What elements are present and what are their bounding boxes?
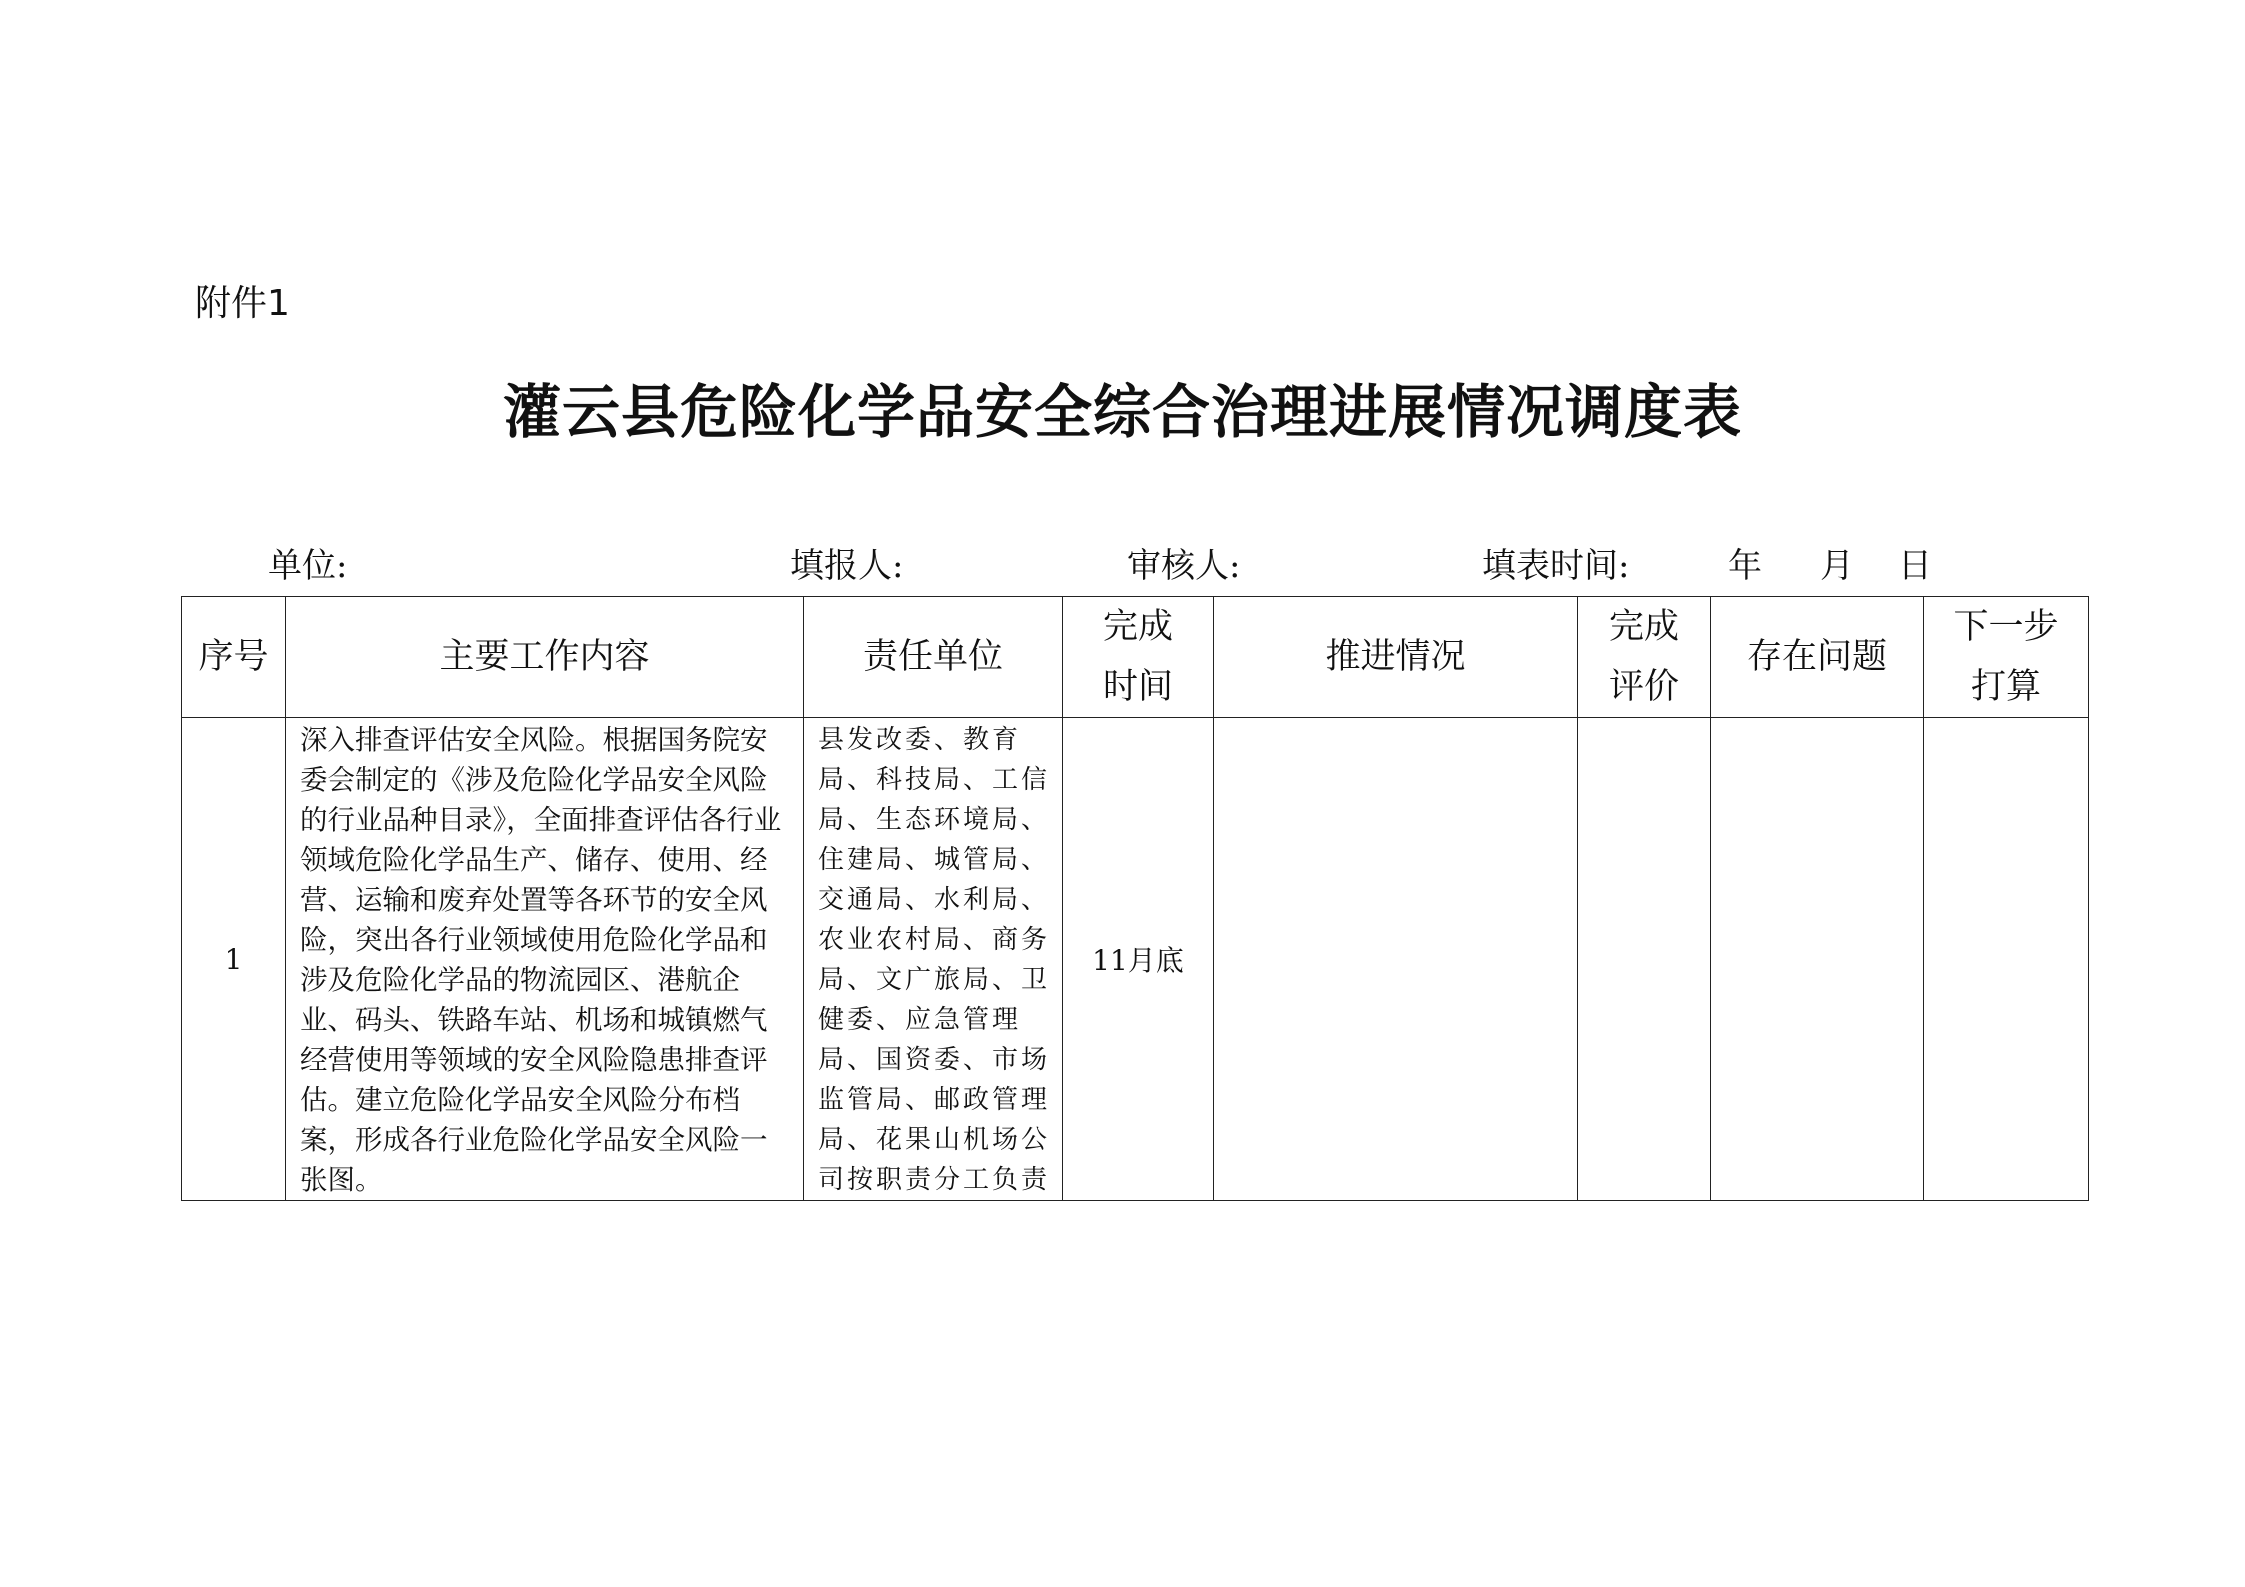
header-deadline-line2: 时间 — [1102, 667, 1173, 707]
header-deadline-line1: 完成 — [1102, 607, 1173, 647]
year-label: 年 — [1728, 546, 1762, 586]
row-responsible: 县发改委、教育局、科技局、工信局、生态环境局、住建局、城管局、交通局、水利局、农业农村局、商务局、文广旅局、卫健委、应急管理局、国资委、市场监管局、邮政管理局、花果山机场公司按职责分工负责 — [804, 718, 1063, 1201]
header-content: 主要工作内容 — [286, 597, 804, 718]
row-seq: 1 — [182, 718, 286, 1201]
table-header-row — [182, 597, 2089, 718]
progress-table — [181, 596, 2089, 1201]
row-deadline: 11月底 — [1063, 718, 1214, 1201]
attachment-label: 附件1 — [195, 283, 290, 324]
header-next-steps — [1924, 597, 2089, 718]
row-next-steps[interactable] — [1924, 718, 2089, 1201]
row-evaluation[interactable] — [1578, 718, 1711, 1201]
header-next-line2: 打算 — [1970, 667, 2041, 707]
table-row — [182, 718, 2089, 1201]
header-seq: 序号 — [182, 597, 286, 718]
reporter-label: 填报人: — [790, 546, 904, 586]
header-evaluation — [1578, 597, 1711, 718]
fill-date-label: 填表时间: — [1482, 546, 1630, 586]
header-issues: 存在问题 — [1711, 597, 1924, 718]
header-progress: 推进情况 — [1214, 597, 1578, 718]
row-progress[interactable] — [1214, 718, 1578, 1201]
fill-date-field — [1482, 542, 1629, 590]
header-evaluation-line2: 评价 — [1608, 667, 1679, 707]
month-label: 月 — [1820, 546, 1854, 586]
reviewer-label: 审核人: — [1127, 546, 1241, 586]
document-title: 灌云县危险化学品安全综合治理进展情况调度表 — [502, 378, 1742, 446]
header-responsible: 责任单位 — [804, 597, 1063, 718]
day-label: 日 — [1898, 546, 1932, 586]
header-evaluation-line1: 完成 — [1608, 607, 1679, 647]
unit-field — [268, 542, 347, 590]
reporter-field — [790, 542, 903, 590]
unit-label: 单位: — [268, 546, 348, 586]
row-content: 深入排查评估安全风险。根据国务院安委会制定的《涉及危险化学品安全风险的行业品种目录》，全面排查评估各行业领域危险化学品生产、储存、使用、经营、运输和废弃处置等各环节的安全风险，突出各行业领域使用危险化学品和涉及危险化学品的物流园区、港航企业、码头、铁路车站、机场和城镇燃气经营使用等领域的安全风险隐患排查评估。建立危险化学品安全风险分布档案，形成各行业危险化学品安全风险一张图。 — [286, 718, 804, 1201]
reviewer-field — [1127, 542, 1240, 590]
row-issues[interactable] — [1711, 718, 1924, 1201]
header-deadline — [1063, 597, 1214, 718]
header-next-line1: 下一步 — [1953, 607, 2059, 647]
